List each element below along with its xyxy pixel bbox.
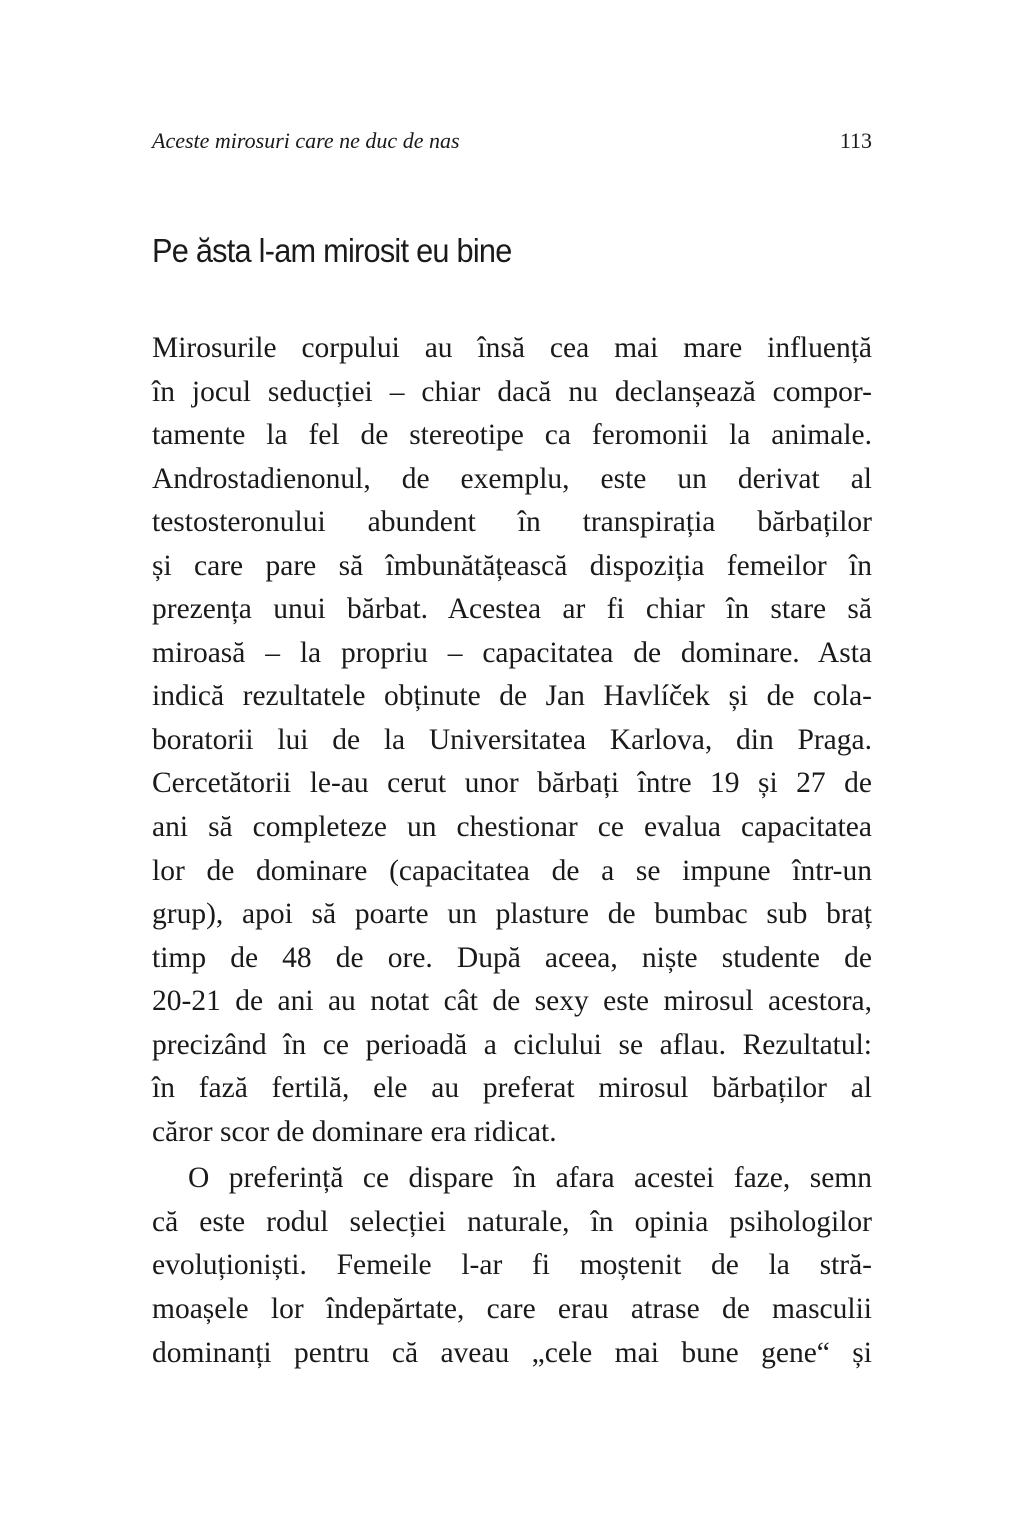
text-line: precizând în ce perioadă a ciclului se aflau. Rezultatul:	[152, 1028, 872, 1061]
text-line: testosteronului abundent în transpirația bărbaților	[152, 506, 872, 539]
running-title: Aceste mirosuri care ne duc de nas	[152, 128, 460, 153]
body-text	[152, 327, 872, 1375]
text-line: miroasă – la propriu – capacitatea de dominare. Asta	[152, 636, 872, 669]
page-number: 113	[839, 128, 872, 153]
text-line: în jocul seducției – chiar dacă nu declanșează compor-	[152, 375, 872, 408]
text-line: timp de 48 de ore. După aceea, niște studente de	[152, 941, 872, 974]
text-line: și care pare să îmbunătățească dispoziția femeilor în	[152, 549, 872, 582]
running-header	[152, 128, 872, 158]
text-line: boratorii lui de la Universitatea Karlova, din Praga.	[152, 723, 872, 756]
text-line: 20-21 de ani au notat cât de sexy este mirosul acestora,	[152, 985, 872, 1018]
text-line: Mirosurile corpului au însă cea mai mare influență	[152, 332, 872, 364]
text-line: Androstadienonul, de exemplu, este un derivat al	[152, 462, 872, 495]
text-line: prezența unui bărbat. Acestea ar fi chiar în stare să	[152, 593, 872, 626]
text-line: moașele lor îndepărtate, care erau atrase de masculii	[152, 1293, 872, 1326]
text-line: lor de dominare (capacitatea de a se impune într-un	[152, 854, 872, 887]
paragraph	[152, 1157, 872, 1375]
text-line: evoluționiști. Femeile l-ar fi moștenit de la stră-	[152, 1249, 872, 1282]
section-title: Pe ăsta l-am mirosit eu bine	[152, 232, 512, 269]
text-line: O preferință ce dispare în afara acestei faze, semn	[188, 1162, 872, 1195]
text-line: în fază fertilă, ele au preferat mirosul bărbaților al	[152, 1072, 872, 1105]
text-line: dominanți pentru că aveau „cele mai bune gene“ și	[152, 1336, 872, 1369]
text-line: tamente la fel de stereotipe ca feromonii la animale.	[152, 419, 872, 452]
paragraph	[152, 327, 872, 1154]
text-line: Cercetătorii le-au cerut unor bărbați între 19 și 27 de	[152, 767, 872, 800]
text-line: grup), apoi să poarte un plasture de bumbac sub braț	[152, 898, 872, 931]
text-line: căror scor de dominare era ridicat.	[152, 1115, 557, 1148]
text-line: că este rodul selecției naturale, în opinia psihologilor	[152, 1205, 872, 1238]
text-line: ani să completeze un chestionar ce evalua capacitatea	[152, 811, 872, 844]
text-line: indică rezultatele obținute de Jan Havlíček și de cola-	[152, 680, 872, 713]
